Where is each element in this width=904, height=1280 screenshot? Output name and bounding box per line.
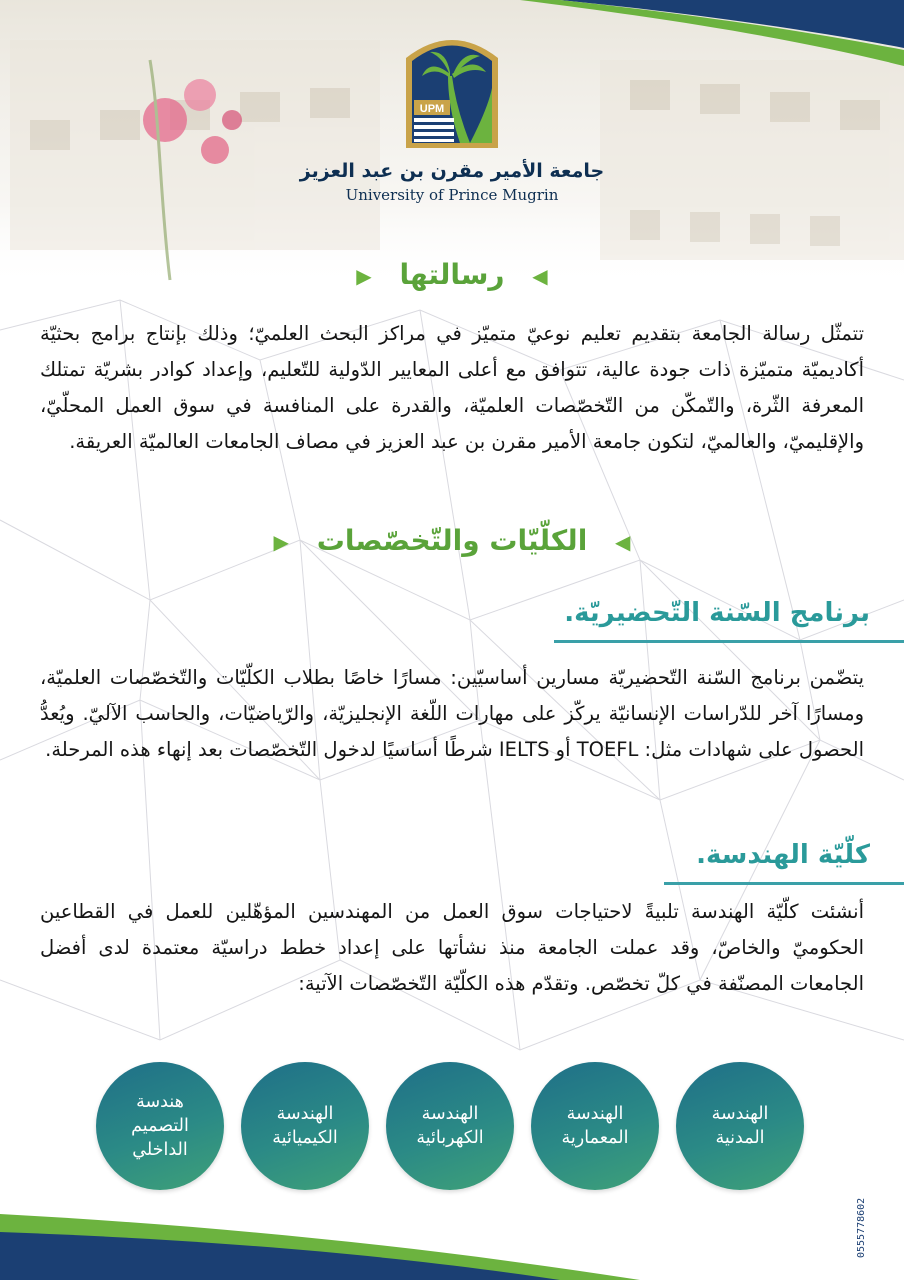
colleges-heading <box>0 524 904 557</box>
specialization-architectural: الهندسة المعمارية <box>531 1062 659 1190</box>
upm-logo-icon <box>400 28 504 156</box>
upm-logo-text: UPM <box>419 103 445 115</box>
prep-year-paragraph: يتضّمن برنامج السّنة التّحضيريّة مسارين أساسيّين: مسارًا خاصًا بطلاب الكلّيّات والتّخصّصات العلميّة، ومسارًا آخر للدّراسات الإنسانيّة يركّز على مهارات اللّغة الإنجليزيّة، والرّياضيّات، والحاسب الآليّ. ويُعدُّ الحصول على شهادات مثل: TOEFL أو IELTS شرطًا أساسيًا لدخول التّخصّصات بعد إنهاء هذه المرحلة. <box>40 666 864 761</box>
university-header <box>0 28 904 204</box>
prep-year-title: برنامج السّنة التّحضيريّة. <box>564 598 870 628</box>
specializations-list <box>96 1062 804 1190</box>
mission-heading <box>0 258 904 291</box>
designer-phone: 0555778602 <box>856 1197 867 1258</box>
university-name-arabic: جامعة الأمير مقرن بن عبد العزيز <box>299 160 605 182</box>
arrow-right-icon: ▶ <box>273 530 289 554</box>
arrow-left-icon: ◀ <box>615 530 631 554</box>
specialization-chemical: الهندسة الكيميائية <box>241 1062 369 1190</box>
specialization-electrical: الهندسة الكهربائية <box>386 1062 514 1190</box>
engineering-underline <box>664 882 904 885</box>
university-name-english: University of Prince Mugrin <box>345 186 559 204</box>
specialization-civil: الهندسة المدنية <box>676 1062 804 1190</box>
engineering-title: كلّيّة الهندسة. <box>696 840 870 870</box>
engineering-paragraph: أنشئت كلّيّة الهندسة تلبيةً لاحتياجات سوق العمل من المهندسين المؤهّلين للعمل في القطاعين الحكوميّ والخاصّ، وقد عملت الجامعة منذ نشأتها على إعداد خطط دراسيّة معتمدة لدى أفضل الجامعات المصنّفة في كلّ تخصّص. وتقدّم هذه الكلّيّة التّخصّصات الآتية: <box>40 900 864 995</box>
arrow-right-icon: ▶ <box>356 264 372 288</box>
specialization-interior-design: هندسة التصميم الداخلي <box>96 1062 224 1190</box>
arrow-left-icon: ◀ <box>532 264 548 288</box>
prep-year-underline <box>554 640 904 643</box>
colleges-title: الكلّيّات والتّخصّصات <box>316 524 588 557</box>
mission-paragraph: تتمثّل رسالة الجامعة بتقديم تعليم نوعيّ متميّز في مراكز البحث العلميّ؛ وذلك بإنتاج برامج بحثيّة أكاديميّة متميّزة ذات جودة عالية، تتوافق مع أعلى المعايير الدّولية للتّعليم، وإعداد كوادر بشريّة تمتلك المعرفة الثّرة، والتّمكّن من التّخصّصات العلميّة، والقدرة على المنافسة في سوق العمل المحلّيّ، والإقليميّ، والعالميّ، لتكون جامعة الأمير مقرن بن عبد العزيز في مصاف الجامعات العالميّة العريقة. <box>40 322 864 453</box>
mission-title: رسالتها <box>399 258 505 291</box>
